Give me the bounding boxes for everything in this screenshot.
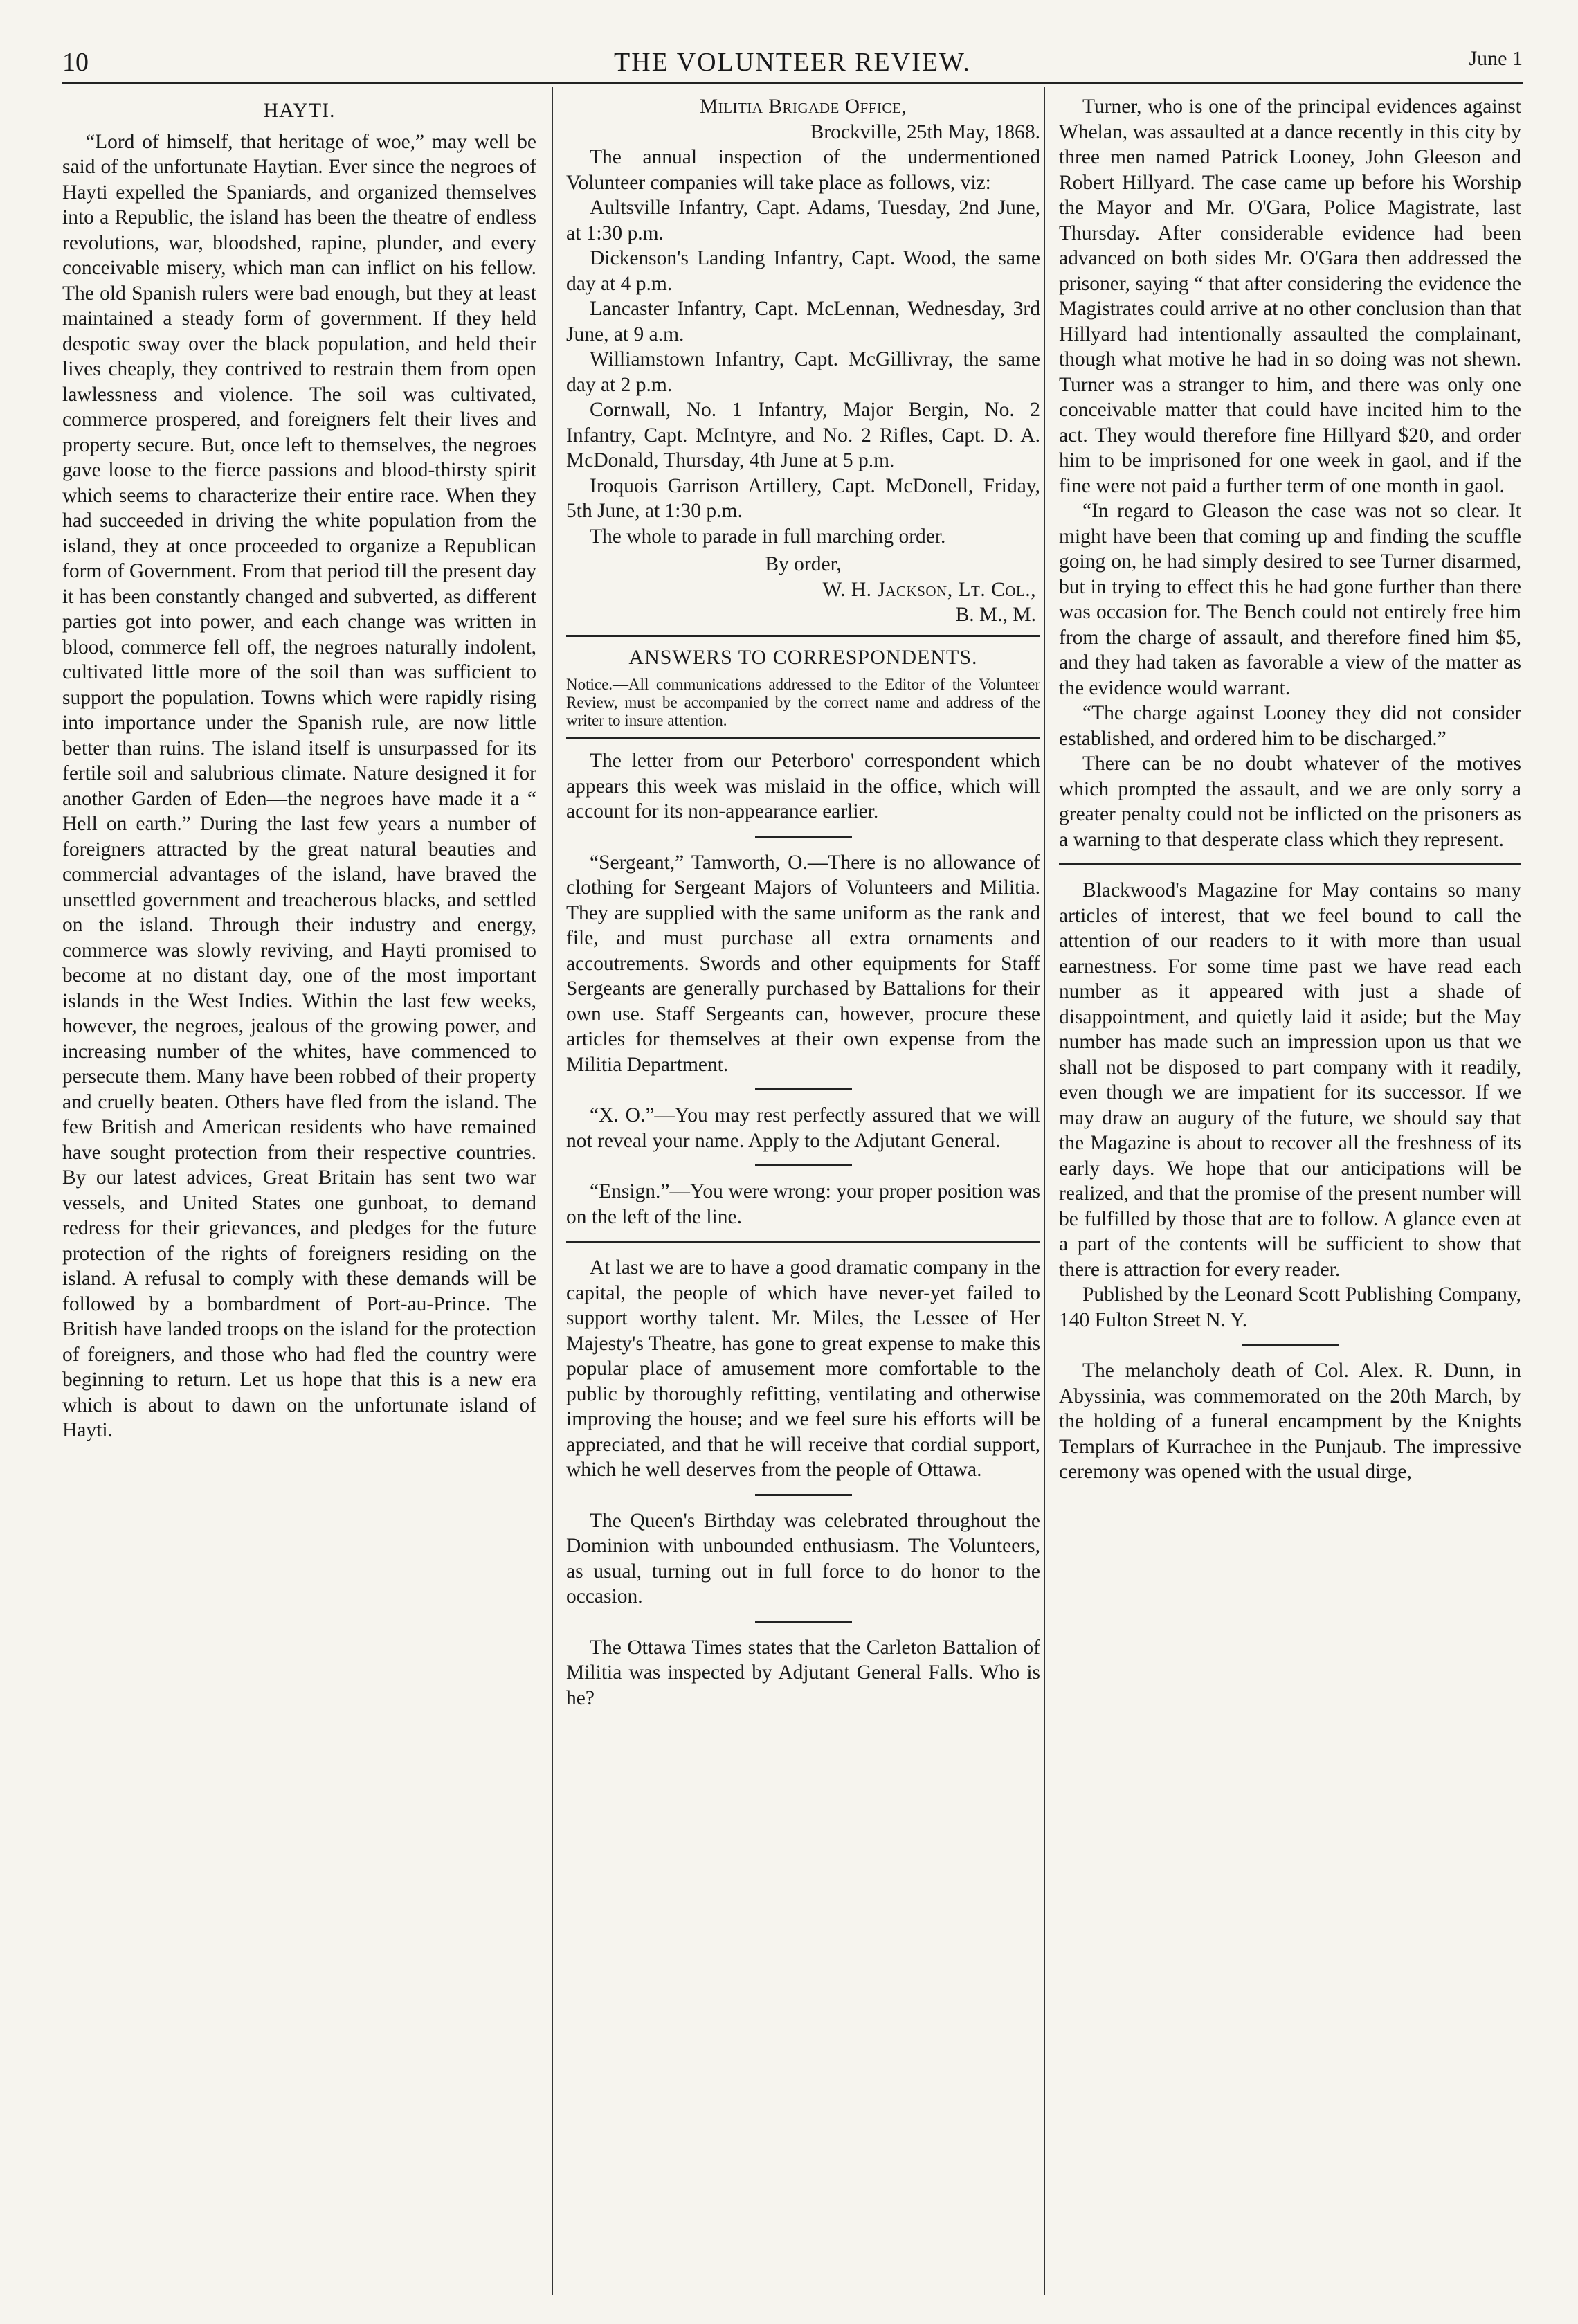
article-paragraph: “Lord of himself, that heritage of woe,” may well be said of the unfortunate Haytian. Ever since the negroes of Hayti expelled the Spaniards, and organized themselves into a Republic, the island has been the theatre of endless revolutions, war, bloodshed, rapine, plunder, and every conceivable misery, which man can inflict on his fellow. The old Spanish rulers were bad enough, but they at least maintained a steady form of government. If they held despotic sway over the black population, and held their lives cheaply, they contrived to restrain them from open lawlessness and violence. The soil was cultivated, commerce prospered, and foreigners felt their lives and property secure. But, once left to themselves, the negroes gave loose to the fierce passions and blood-thirsty spirit which seems to characterize their entire race. When they had succeeded in driving the white population from the island, they at once proceeded to organize a Republican form of Government. From that period till the present day it has been constantly changed and subverted, as different parties got into power, and each change was written in blood, commerce fell off, the negroes naturally indolent, cultivated little more of the soil than was sufficient to support the population. Towns which were rapidly rising into importance under the Spanish rule, are now little better than ruins. The island itself is unsurpassed for its fertile soil and salubrious climate. Nature designed it for another Garden of Eden—the negroes have made it a “ Hell on earth.” During the last few years a number of foreigners attracted by the great natural beauties and commercial advantages of the island, have braved the unsettled government and treacherous blacks, and settled on the island. Through their industry and energy, commerce was slowly reviving, and Hayti promised to become at no distant day, one of the most important islands in the West Indies. Within the last few weeks, however, the negroes, jealous of the growing power, and increasing number of the whites, have commenced to persecute them. Many have been robbed of their property and cruelly beaten. Others have fled from the island. The few British and American residents who have remained have sought protection from their respective countries. By our latest advices, Great Britain has sent two war vessels, and United States one gunboat, to demand redress for their grievances, and pledges for the future protection of the rights of foreigners residing on the island. A refusal to comply with these demands will be followed by a bombardment of Port-au-Prince. The British have landed troops on the island for the protection of foreigners, and those who had fled the country were beginning to return. Let us hope that this is a new era which is about to dawn on the unfortunate island of Hayti. — [62, 130, 536, 1441]
page-header — [62, 43, 1523, 82]
news-paragraph: “The charge against Looney they did not consider established, and ordered him to be discharged.” — [1059, 702, 1521, 750]
section-rule — [1059, 863, 1521, 865]
correspondent-note: “X. O.”—You may rest perfectly assured that we will not reveal your name. Apply to the Adjutant General. — [566, 1104, 1040, 1152]
list-item: Cornwall, No. 1 Infantry, Major Bergin, No. 2 Infantry, Capt. McIntyre, and No. 2 Rifles, Capt. D. A. McDonald, Thursday, 4th June at 5 p.m. — [566, 399, 1040, 471]
publisher-note: Published by the Leonard Scott Publishing Company, 140 Fulton Street N. Y. — [1059, 1283, 1521, 1331]
article-title: HAYTI. — [263, 99, 336, 122]
news-paragraph: There can be no doubt whatever of the motives which prompted the assault, and we are only sorry a greater penalty could not be inflicted on the prisoners as a warning to that desperate class which they represent. — [1059, 753, 1521, 851]
column-divider — [1044, 87, 1045, 2295]
editor-notice: Notice.—All communications addressed to the Editor of the Volunteer Review, must be accompanied by the correct name and address of the writer to insure attention. — [566, 676, 1040, 729]
section-rule — [566, 635, 1040, 637]
list-item: Iroquois Garrison Artillery, Capt. McDonell, Friday, 5th June, at 1:30 p.m. — [566, 474, 1040, 522]
separator — [755, 1494, 852, 1496]
list-item: Dickenson's Landing Infantry, Capt. Wood, the same day at 4 p.m. — [566, 247, 1040, 295]
separator — [755, 1088, 852, 1090]
section-rule — [566, 1241, 1040, 1243]
by-order: By order, — [765, 553, 842, 575]
signatory-rank: B. M., M. — [955, 604, 1036, 626]
list-item: Lancaster Infantry, Capt. McLennan, Wednesday, 3rd June, at 9 a.m. — [566, 298, 1040, 345]
list-item: Aultsville Infantry, Capt. Adams, Tuesday, 2nd June, at 1:30 p.m. — [566, 197, 1040, 244]
review-paragraph: Blackwood's Magazine for May contains so many articles of interest, that we feel bound to call the attention of our readers to it with more than usual earnestness. For some time past we have read each number as it appeared with just a shade of disappointment, and quietly laid it aside; but the May number has made such an impression upon us that we shall not be disposed to part company with it readily, even though we are impatient for its successor. If we may draw an augury of the future, we should say that the Magazine is about to recover all the freshness of its early days. We hope that our anticipations will be realized, and that the promise of the present number will be fulfilled by those that are to follow. A glance even at a part of the contents will be sufficient to show that there is attraction for every reader. — [1059, 879, 1521, 1281]
correspondent-note: “Ensign.”—You were wrong: your proper position was on the left of the line. — [566, 1180, 1040, 1228]
header-rule — [62, 82, 1523, 84]
office-heading: Militia Brigade Office, — [699, 96, 907, 118]
news-paragraph: The Ottawa Times states that the Carleton Battalion of Militia was inspected by Adjutant General Falls. Who is he? — [566, 1636, 1040, 1709]
page-number: 10 — [62, 48, 89, 77]
list-item: Williamstown Infantry, Capt. McGillivray, the same day at 2 p.m. — [566, 348, 1040, 396]
separator — [1242, 1344, 1339, 1346]
column-hayti — [62, 94, 536, 2282]
issue-date: June 1 — [1469, 47, 1523, 70]
inspection-list — [566, 195, 1040, 549]
separator — [755, 836, 852, 838]
column-news — [1059, 94, 1521, 2282]
correspondent-note: The letter from our Peterboro' correspondent which appears this week was mislaid in the office, which will account for its non-appearance earlier. — [566, 750, 1040, 822]
column-militia — [566, 94, 1040, 2282]
office-place-date: Brockville, 25th May, 1868. — [810, 120, 1040, 143]
correspondent-note: “Sergeant,” Tamworth, O.—There is no allowance of clothing for Sergeant Majors of Volunteers and Militia. They are supplied with the same uniform as the rank and file, and must purchase all extra ornaments and accoutrements. Swords and other equipments for Staff Sergeants are generally purchased by Battalions for their own use. Staff Sergeants can, however, procure these articles for themselves at their own expense from the Militia Department. — [566, 851, 1040, 1076]
news-paragraph: Turner, who is one of the principal evidences against Whelan, was assaulted at a dance recently in this city by three men named Patrick Looney, John Gleeson and Robert Hillyard. The case came up before his Worship the Mayor and Mr. O'Gara, Police Magistrate, last Thursday. After considerable evidence had been advanced on both sides Mr. O'Gara then addressed the prisoner, saying “ that after considering the evidence the Magistrates could arrive at no other conclusion than that Hillyard had intentionally assaulted the complainant, though what motive he had in so doing was not shewn. Turner was a stranger to him, and there was only one conceivable matter that could have incited him to the act. They would therefore fine Hillyard $20, and order him to be imprisoned for one week in gaol, and if the fine were not paid a further term of one month in gaol. — [1059, 96, 1521, 497]
list-item: The whole to parade in full marching order. — [590, 525, 946, 548]
news-paragraph: The melancholy death of Col. Alex. R. Dunn, in Abyssinia, was commemorated on the 20th March, by the holding of a funeral encampment by the Knights Templars of Kurrachee in the Punjaub. The impressive ceremony was opened with the usual dirge, — [1059, 1360, 1521, 1483]
signatory: W. H. Jackson, Lt. Col., — [822, 578, 1036, 601]
answers-heading: ANSWERS TO CORRESPONDENTS. — [628, 645, 978, 669]
news-paragraph: The Queen's Birthday was celebrated throughout the Dominion with unbounded enthusiasm. The Volunteers, as usual, turning out in full force to do honor to the occasion. — [566, 1509, 1040, 1607]
column-divider — [552, 87, 553, 2295]
section-rule — [566, 737, 1040, 739]
separator — [755, 1164, 852, 1166]
news-paragraph: “In regard to Gleason the case was not so clear. It might have been that coming up and finding the scuffle going on, he had simply desired to see Turner disarmed, but in trying to effect this he had gone further than there was occasion for. The Bench could not entirely free him from the charge of assault, and therefore fined him $5, and they had taken as favorable a view of the matter as the evidence would warrant. — [1059, 500, 1521, 699]
news-paragraph: At last we are to have a good dramatic company in the capital, the people of which have never-yet failed to support worthy talent. Mr. Miles, the Lessee of Her Majesty's Theatre, has gone to great expense to make this popular place of amusement more comfortable to the public by thoroughly refitting, ventilating and otherwise improving the house; and we feel sure his efforts will be appreciated, and that he will receive that cordial support, which he well deserves from the people of Ottawa. — [566, 1256, 1040, 1481]
masthead-title: THE VOLUNTEER REVIEW. — [614, 48, 971, 77]
separator — [755, 1621, 852, 1623]
order-intro: The annual inspection of the undermentioned Volunteer companies will take place as follows, viz: — [566, 146, 1040, 194]
